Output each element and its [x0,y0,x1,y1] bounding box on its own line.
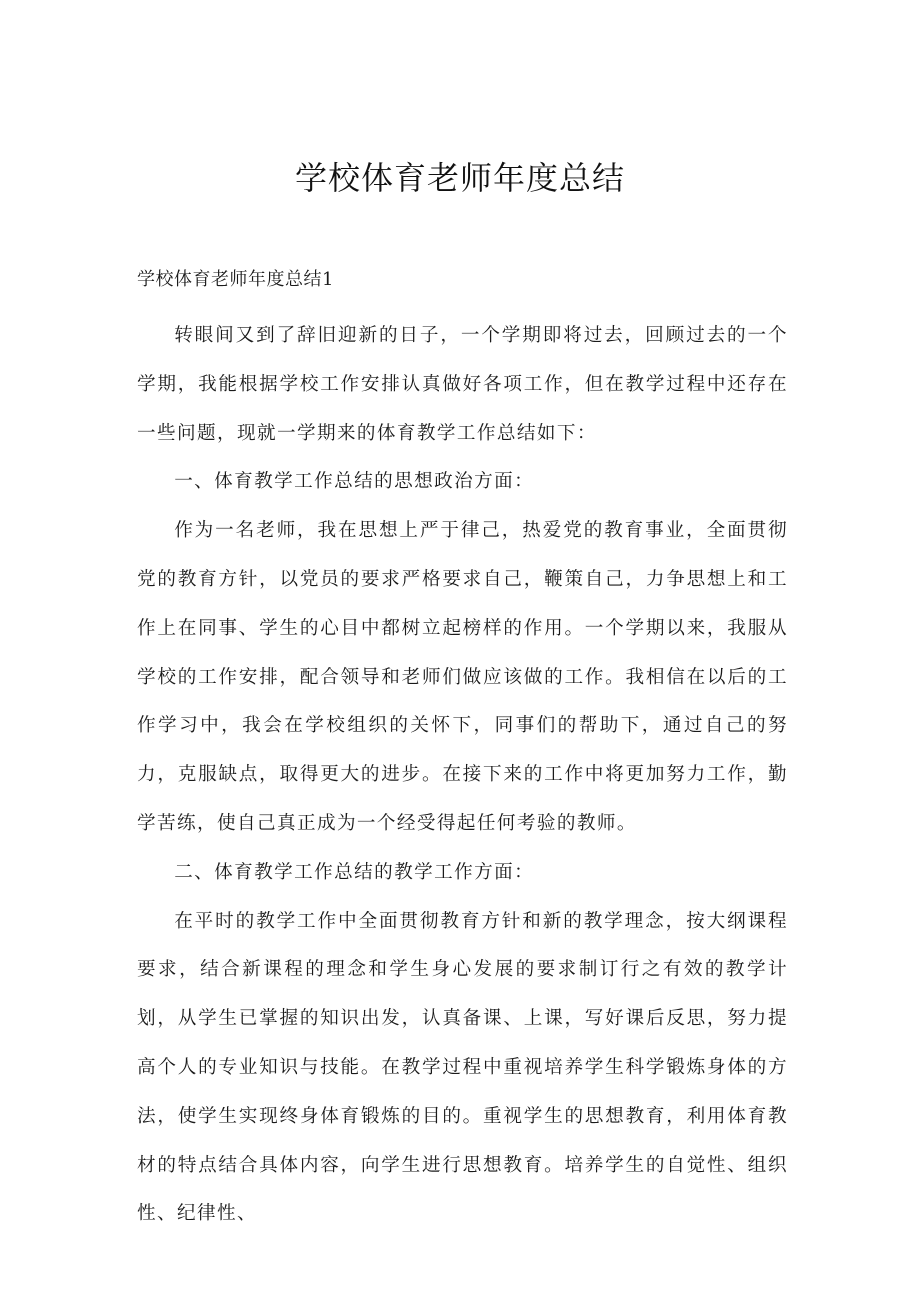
section-heading-2: 二、体育教学工作总结的教学工作方面： [174,861,535,883]
paragraph-political: 作为一名老师，我在思想上严于律己，热爱党的教育事业，全面贯彻党的教育方针，以党员的要求严格要求自己，鞭策自己，力争思想上和工作上在同事、学生的心目中都树立起榜样的作用。一个学期以来，我服从学校的工作安排，配合领导和老师们做应该做的工作。我相信在以后的工作学习中，我会在学校组织的关怀下，同事们的帮助下，通过自己的努力，克服缺点，取得更大的进步。在接下来的工作中将更加努力工作，勤学苦练，使自己真正成为一个经受得起任何考验的教师。 [137,520,788,834]
document-body [137,262,788,1239]
section-subtitle: 学校体育老师年度总结1 [137,269,334,290]
document-title: 学校体育老师年度总结 [294,159,625,197]
paragraph-intro: 转眼间又到了辞旧迎新的日子，一个学期即将过去，回顾过去的一个学期，我能根据学校工作安排认真做好各项工作，但在教学过程中还存在一些问题，现就一学期来的体育教学工作总结如下： [137,325,788,444]
section-heading-1: 一、体育教学工作总结的思想政治方面： [174,471,535,493]
paragraph-teaching: 在平时的教学工作中全面贯彻教育方针和新的教学理念，按大纲课程要求，结合新课程的理念和学生身心发展的要求制订行之有效的教学计划，从学生已掌握的知识出发，认真备课、上课，写好课后反思，努力提高个人的专业知识与技能。在教学过程中重视培养学生科学锻炼身体的方法，使学生实现终身体育锻炼的目的。重视学生的思想教育，利用体育教材的特点结合具体内容，向学生进行思想教育。培养学生的自觉性、组织性、纪律性、 [137,910,788,1225]
